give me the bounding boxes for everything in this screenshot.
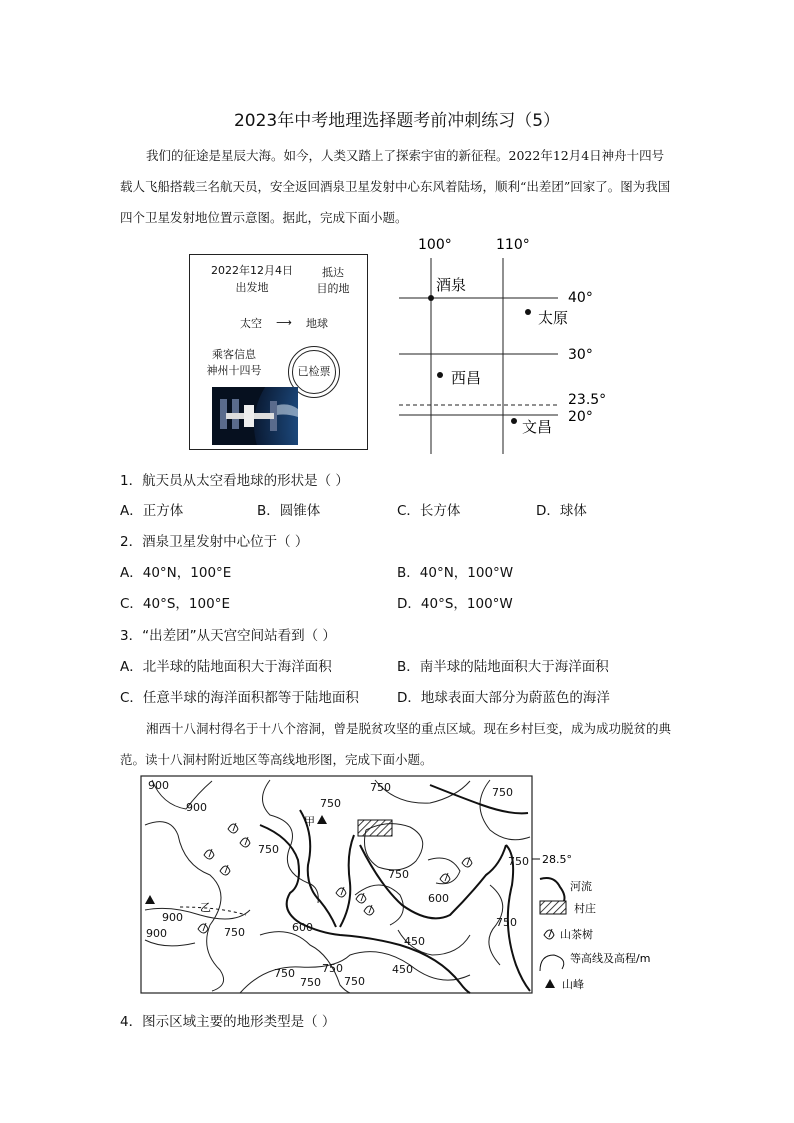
arrive-label-1: 抵达 [322, 266, 344, 279]
q3-stem: 3．“出差团”从天宫空间站看到（ ） [120, 628, 336, 644]
lon-label-110: 110° [496, 237, 530, 253]
depart-date: 2022年12月4日 [211, 264, 293, 277]
site-taiyuan: 太原 [538, 309, 569, 327]
legend-village-icon [540, 901, 566, 914]
elev-label: 750 [224, 926, 245, 939]
intro-paragraph-2 [120, 713, 676, 775]
site-dot-jiuquan [428, 295, 434, 301]
lat-label: 28.5° [542, 853, 572, 866]
contour-map [140, 775, 680, 997]
q3-option-a[interactable]: A．北半球的陆地面积大于海洋面积 [120, 659, 332, 675]
site-xichang: 西昌 [451, 369, 482, 387]
q2-option-c[interactable]: C．40°S，100°E [120, 596, 230, 612]
intro-2-text: 湘西十八洞村得名于十八个溶洞，曾是脱贫攻坚的重点区域。现在乡村巨变，成为成功脱贫的典范。读十八洞村附近地区等高线地形图，完成下面小题。 [120, 721, 672, 767]
point-label-yi: 乙 [200, 901, 211, 914]
elev-label: 600 [428, 892, 449, 905]
lat-label-20: 20° [568, 409, 593, 425]
depart-label: 出发地 [235, 281, 269, 294]
legend-contour-icon [540, 955, 564, 971]
intro-paragraph-1 [120, 140, 676, 233]
legend-contour: 等高线及高程/m [570, 952, 651, 965]
elev-label: 750 [258, 843, 279, 856]
intro-1-text: 我们的征途是星辰大海。如今，人类又踏上了探索宇宙的新征程。2022年12月4日神舟十四号载人飞船搭载三名航天员，安全返回酒泉卫星发射中心东风着陆场，顺利“出差团”回家了。图为我国四个卫星发射地位置示意图。据此，完成下面小题。 [120, 148, 671, 225]
space-station-photo [212, 387, 298, 445]
legend-river: 河流 [570, 880, 592, 893]
elev-label: 900 [146, 927, 167, 940]
q1-option-d[interactable]: D．球体 [536, 503, 587, 519]
elev-label: 750 [370, 781, 391, 794]
elev-label: 750 [508, 855, 529, 868]
elev-label: 900 [162, 911, 183, 924]
lat-label-23-5: 23.5° [568, 392, 607, 408]
elev-label: 750 [388, 868, 409, 881]
site-dot-taiyuan [525, 309, 531, 315]
elev-label: 750 [344, 975, 365, 988]
q2-option-b[interactable]: B．40°N，100°W [397, 565, 514, 581]
elev-label: 900 [148, 779, 169, 792]
q4-stem: 4．图示区域主要的地形类型是（ ） [120, 1014, 336, 1030]
q1-option-b[interactable]: B．圆锥体 [257, 503, 321, 519]
ticket-card [189, 254, 368, 450]
elev-label: 750 [274, 967, 295, 980]
elev-label: 450 [392, 963, 413, 976]
legend-tea: 山茶树 [560, 928, 593, 941]
elev-label: 900 [186, 801, 207, 814]
q3-option-c[interactable]: C．任意半球的海洋面积都等于陆地面积 [120, 690, 359, 706]
arrive-label-2: 目的地 [316, 282, 350, 295]
from-label: 太空 [240, 317, 262, 330]
q1-stem: 1．航天员从太空看地球的形状是（ ） [120, 473, 349, 489]
q1-option-c[interactable]: C．长方体 [397, 503, 461, 519]
legend-village: 村庄 [574, 902, 596, 915]
lat-label-40: 40° [568, 290, 593, 306]
launch-site-grid-map [392, 232, 622, 458]
elev-label: 600 [292, 921, 313, 934]
legend-peak: 山峰 [562, 978, 584, 991]
lat-label-30: 30° [568, 347, 593, 363]
site-dot-xichang [437, 372, 443, 378]
passenger-name: 神州十四号 [206, 364, 262, 377]
legend-river-icon [540, 878, 565, 901]
q3-option-d[interactable]: D．地球表面大部分为蔚蓝色的海洋 [397, 690, 610, 706]
elev-label: 450 [404, 935, 425, 948]
to-label: 地球 [306, 317, 328, 330]
site-dot-wenchang [511, 418, 517, 424]
q2-option-a[interactable]: A．40°N，100°E [120, 565, 232, 581]
legend-peak-icon [545, 979, 555, 988]
passenger-label: 乘客信息 [212, 348, 256, 361]
elev-label: 750 [496, 916, 517, 929]
arrow-icon: ⟶ [276, 316, 292, 329]
q3-option-b[interactable]: B．南半球的陆地面积大于海洋面积 [397, 659, 609, 675]
lon-label-100: 100° [418, 237, 452, 253]
peak-label-jia: 甲 [304, 815, 315, 828]
q2-option-d[interactable]: D．40°S，100°W [397, 596, 513, 612]
elev-label: 750 [492, 786, 513, 799]
q2-stem: 2．酒泉卫星发射中心位于（ ） [120, 534, 309, 550]
stamp-text: 已检票 [292, 350, 336, 394]
elev-label: 750 [322, 962, 343, 975]
site-wenchang: 文昌 [522, 418, 553, 436]
q1-option-a[interactable]: A．正方体 [120, 503, 184, 519]
legend-tea-icon [544, 929, 554, 939]
page-title: 2023年中考地理选择题考前冲刺练习（5） [233, 111, 561, 131]
elev-label: 750 [300, 976, 321, 989]
site-jiuquan: 酒泉 [436, 276, 467, 294]
elev-label: 750 [320, 797, 341, 810]
